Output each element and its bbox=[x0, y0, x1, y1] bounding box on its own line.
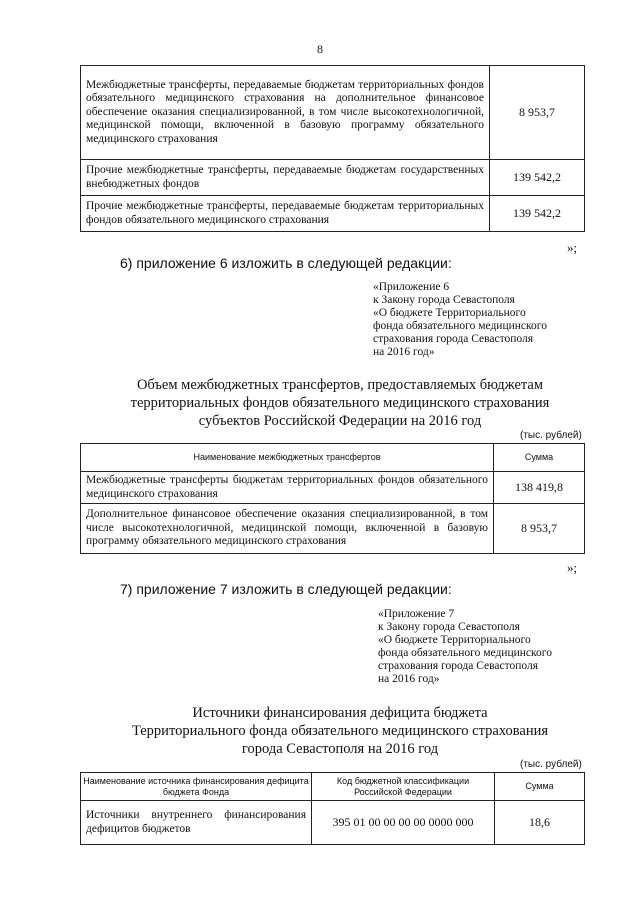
annex-line: страхования города Севастополя bbox=[373, 333, 534, 345]
annex-line: к Закону города Севастополя bbox=[378, 621, 520, 633]
table-row bbox=[81, 472, 585, 504]
header-sum: Сумма bbox=[494, 444, 585, 472]
table-header bbox=[81, 773, 585, 801]
row-name: Прочие межбюджетные трансферты, передаваемые бюджетам государственных внебюджетных фондов bbox=[81, 160, 490, 196]
row-name: Межбюджетные трансферты бюджетам территориальных фондов обязательного медицинского страхования bbox=[81, 472, 494, 504]
title-line: субъектов Российской Федерации на 2016 год bbox=[198, 413, 482, 429]
table-row bbox=[81, 196, 585, 232]
header-sum: Сумма bbox=[495, 773, 585, 801]
item7-units: (тыс. рублей) bbox=[520, 759, 582, 770]
header-name: Наименование источника финансирования дефицита бюджета Фонда bbox=[81, 773, 312, 801]
item6-paragraph: 6) приложение 6 изложить в следующей редакции: bbox=[120, 255, 452, 271]
table-header bbox=[81, 444, 585, 472]
annex-line: на 2016 год» bbox=[378, 673, 440, 685]
item6-title bbox=[60, 376, 620, 430]
annex-line: «Приложение 7 bbox=[378, 608, 455, 620]
annex-line: «О бюджете Территориального bbox=[373, 307, 526, 319]
table-row bbox=[81, 504, 585, 554]
row-value: 139 542,2 bbox=[490, 160, 585, 196]
title-line: Территориального фонда обязательного медицинского страхования bbox=[131, 723, 549, 739]
item7-paragraph: 7) приложение 7 изложить в следующей редакции: bbox=[120, 581, 452, 597]
title-line: территориальных фондов обязательного медицинского страхования bbox=[130, 395, 550, 411]
table-row bbox=[81, 160, 585, 196]
row-code: 395 01 00 00 00 00 0000 000 bbox=[312, 801, 495, 845]
title-line: города Севастополя на 2016 год bbox=[241, 741, 439, 757]
item6-units: (тыс. рублей) bbox=[520, 430, 582, 441]
item7-annex-header bbox=[378, 608, 552, 686]
item7-table bbox=[80, 772, 585, 845]
table-row bbox=[81, 66, 585, 160]
title-line: Источники финансирования дефицита бюджета bbox=[192, 705, 488, 721]
header-code: Код бюджетной классификации Российской Федерации bbox=[312, 773, 495, 801]
item6-annex-header bbox=[373, 281, 547, 359]
row-value: 138 419,8 bbox=[494, 472, 585, 504]
row-name: Межбюджетные трансферты, передаваемые бюджетам территориальных фондов обязательного медицинского страхования на дополнительное финансовое обеспечение оказания специализированной, в том числе высокотехнологичной, медицинской помощи, включенной в базовую программу обязательного медицинского страхования bbox=[81, 66, 490, 160]
annex-line: «О бюджете Территориального bbox=[378, 634, 531, 646]
annex-line: «Приложение 6 bbox=[373, 281, 450, 293]
item6-table bbox=[80, 443, 585, 554]
row-value: 8 953,7 bbox=[490, 66, 585, 160]
top-table bbox=[80, 65, 585, 232]
annex-line: страхования города Севастополя bbox=[378, 660, 539, 672]
row-name: Источники внутреннего финансирования дефицитов бюджетов bbox=[81, 801, 312, 845]
row-name: Прочие межбюджетные трансферты, передаваемые бюджетам территориальных фондов обязательного медицинского страхования bbox=[81, 196, 490, 232]
page-number: 8 bbox=[317, 42, 323, 56]
header-name: Наименование межбюджетных трансфертов bbox=[81, 444, 494, 472]
row-value: 139 542,2 bbox=[490, 196, 585, 232]
row-value: 18,6 bbox=[495, 801, 585, 845]
table-row bbox=[81, 801, 585, 845]
closing-mark: »; bbox=[567, 240, 578, 255]
closing-mark: »; bbox=[567, 560, 578, 575]
title-line: Объем межбюджетных трансфертов, предоставляемых бюджетам bbox=[136, 377, 544, 393]
annex-line: фонда обязательного медицинского bbox=[378, 647, 552, 659]
annex-line: к Закону города Севастополя bbox=[373, 294, 515, 306]
item7-title bbox=[60, 704, 620, 758]
row-name: Дополнительное финансовое обеспечение оказания специализированной, в том числе высокотехнологичной, медицинской помощи, включенной в базовую программу обязательного медицинского страхования bbox=[81, 504, 494, 554]
annex-line: фонда обязательного медицинского bbox=[373, 320, 547, 332]
annex-line: на 2016 год» bbox=[373, 346, 435, 358]
row-value: 8 953,7 bbox=[494, 504, 585, 554]
